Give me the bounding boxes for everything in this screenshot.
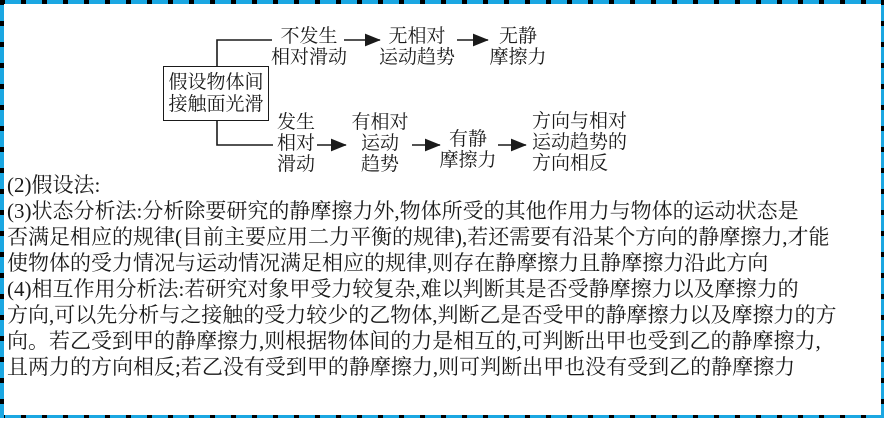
hypothesis-box (163, 66, 269, 121)
node-sliding-line1: 发生 (276, 112, 316, 133)
text-line-method4-2: 方向,可以先分析与之接触的受力较少的乙物体,判断乙是否受甲的静摩擦力以及摩擦力的方 (7, 303, 837, 327)
node-no-tendency (379, 26, 455, 68)
node-sliding-line3: 滑动 (276, 154, 316, 175)
node-has-static-friction-line2: 摩擦力 (439, 150, 497, 171)
node-no-sliding (271, 26, 347, 68)
node-has-tendency-line3: 趋势 (360, 154, 400, 175)
friction-flowchart (0, 0, 890, 180)
node-no-static-friction-line1: 无静 (498, 26, 538, 47)
node-sliding-line2: 相对 (276, 133, 316, 154)
node-direction-opposite-line1: 方向与相对 (532, 111, 628, 132)
node-has-static-friction-line1: 有静 (448, 129, 488, 150)
node-direction-opposite (532, 111, 627, 174)
node-has-tendency-line2: 运动 (360, 133, 400, 154)
node-no-sliding-line1: 不发生 (280, 26, 338, 47)
node-has-static-friction (439, 129, 496, 171)
text-line-method3-2: 否满足相应的规律(目前主要应用二力平衡的规律),若还需要有沿某个方向的静摩擦力,才能 (7, 225, 830, 249)
node-sliding (277, 112, 315, 175)
text-line-method3-1: (3)状态分析法:分析除要研究的静摩擦力外,物体所受的其他作用力与物体的运动状态是 (7, 199, 799, 223)
hypothesis-box-line1: 假设物体间 (168, 71, 264, 93)
node-no-tendency-line2: 运动趋势 (378, 47, 456, 68)
text-line-method4-4: 且两力的方向相反;若乙没有受到甲的静摩擦力,则可判断出甲也没有受到乙的静摩擦力 (7, 355, 796, 379)
elbow-bottom-connector (217, 121, 273, 145)
hypothesis-box-line2: 接触面光滑 (168, 93, 264, 115)
node-no-sliding-line2: 相对滑动 (270, 47, 348, 68)
body-text (7, 172, 883, 380)
node-no-static-friction-line2: 摩擦力 (489, 47, 547, 68)
frame-border-bottom (0, 415, 884, 419)
text-line-method3-3: 使物体的受力情况与运动情况满足相应的规律,则存在静摩擦力且静摩擦力沿此方向 (7, 251, 769, 275)
node-has-tendency (351, 112, 408, 175)
node-no-tendency-line1: 无相对 (388, 26, 446, 47)
text-line-method2: (2)假设法: (7, 173, 101, 197)
text-line-method4-1: (4)相互作用分析法:若研究对象甲受力较复杂,难以判断其是否受静摩擦力以及摩擦力的 (7, 277, 799, 301)
elbow-top-connector (217, 40, 272, 66)
node-direction-opposite-line3: 方向相反 (532, 153, 609, 174)
text-line-method4-3: 向。若乙受到甲的静摩擦力,则根据物体间的力是相互的,可判断出甲也受到乙的静摩擦力, (7, 329, 821, 353)
node-no-static-friction (489, 26, 546, 68)
node-direction-opposite-line2: 运动趋势的 (532, 132, 628, 153)
node-has-tendency-line1: 有相对 (351, 112, 409, 133)
